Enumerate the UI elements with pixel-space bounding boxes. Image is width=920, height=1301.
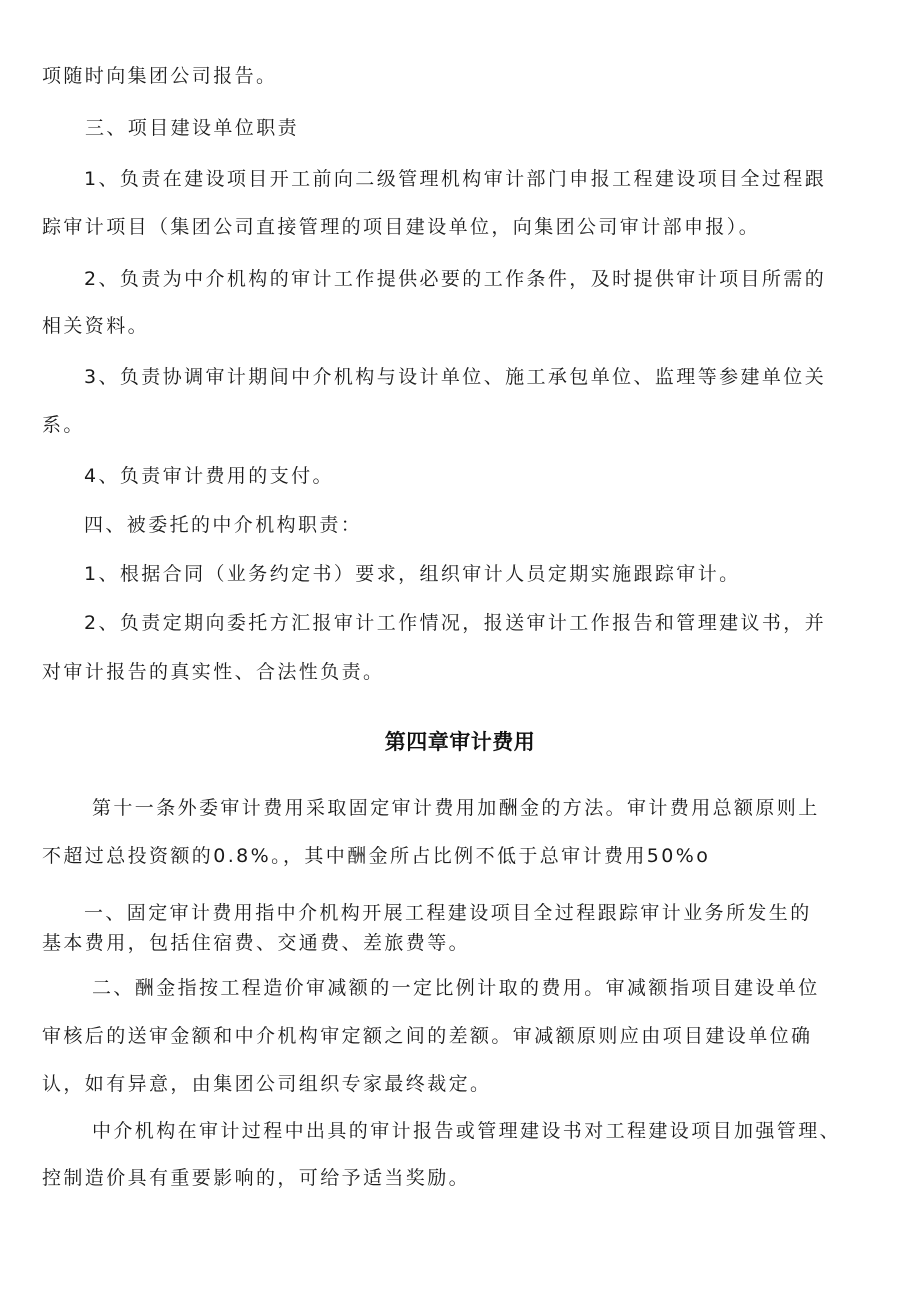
- paragraph-line: 4、负责审计费用的支付。: [84, 465, 334, 487]
- paragraph-line: 2、负责定期向委托方汇报审计工作情况，报送审计工作报告和管理建议书，并: [84, 612, 827, 634]
- paragraph-line: 3、负责协调审计期间中介机构与设计单位、施工承包单位、监理等参建单位关: [84, 366, 827, 388]
- paragraph-line: 基本费用，包括住宿费、交通费、差旅费等。: [42, 932, 471, 954]
- paragraph-line: 项随时向集团公司报告。: [42, 65, 278, 87]
- paragraph-line: 中介机构在审计过程中出具的审计报告或管理建设书对工程建设项目加强管理、: [92, 1120, 842, 1142]
- paragraph-line: 踪审计项目（集团公司直接管理的项目建设单位，向集团公司审计部申报）。: [42, 216, 761, 238]
- paragraph-line: 认，如有异意，由集团公司组织专家最终裁定。: [42, 1073, 492, 1095]
- section-heading-project-unit: 三、项目建设单位职责: [85, 117, 300, 139]
- paragraph-line: 相关资料。: [42, 315, 150, 337]
- paragraph-line: 控制造价具有重要影响的，可给予适当奖励。: [42, 1167, 471, 1189]
- paragraph-line: 对审计报告的真实性、合法性负责。: [42, 661, 385, 683]
- section-heading-agency: 四、被委托的中介机构职责：: [84, 514, 363, 536]
- paragraph-line: 第十一条外委审计费用采取固定审计费用加酬金的方法。审计费用总额原则上: [92, 797, 820, 819]
- paragraph-line: 不超过总投资额的0.8%。，其中酬金所占比例不低于总审计费用50%o: [42, 845, 711, 867]
- paragraph-line: 1、根据合同（业务约定书）要求，组织审计人员定期实施跟踪审计。: [84, 563, 741, 585]
- paragraph-line: 2、负责为中介机构的审计工作提供必要的工作条件，及时提供审计项目所需的: [84, 268, 827, 290]
- paragraph-line: 一、固定审计费用指中介机构开展工程建设项目全过程跟踪审计业务所发生的: [84, 902, 812, 924]
- paragraph-line: 二、酬金指按工程造价审减额的一定比例计取的费用。审减额指项目建设单位: [92, 977, 820, 999]
- paragraph-line: 审核后的送审金额和中介机构审定额之间的差额。审减额原则应由项目建设单位确: [42, 1025, 813, 1047]
- chapter-title: 第四章审计费用: [384, 730, 536, 754]
- paragraph-line: 1、负责在建设项目开工前向二级管理机构审计部门申报工程建设项目全过程跟: [84, 168, 827, 190]
- paragraph-line: 系。: [42, 414, 85, 436]
